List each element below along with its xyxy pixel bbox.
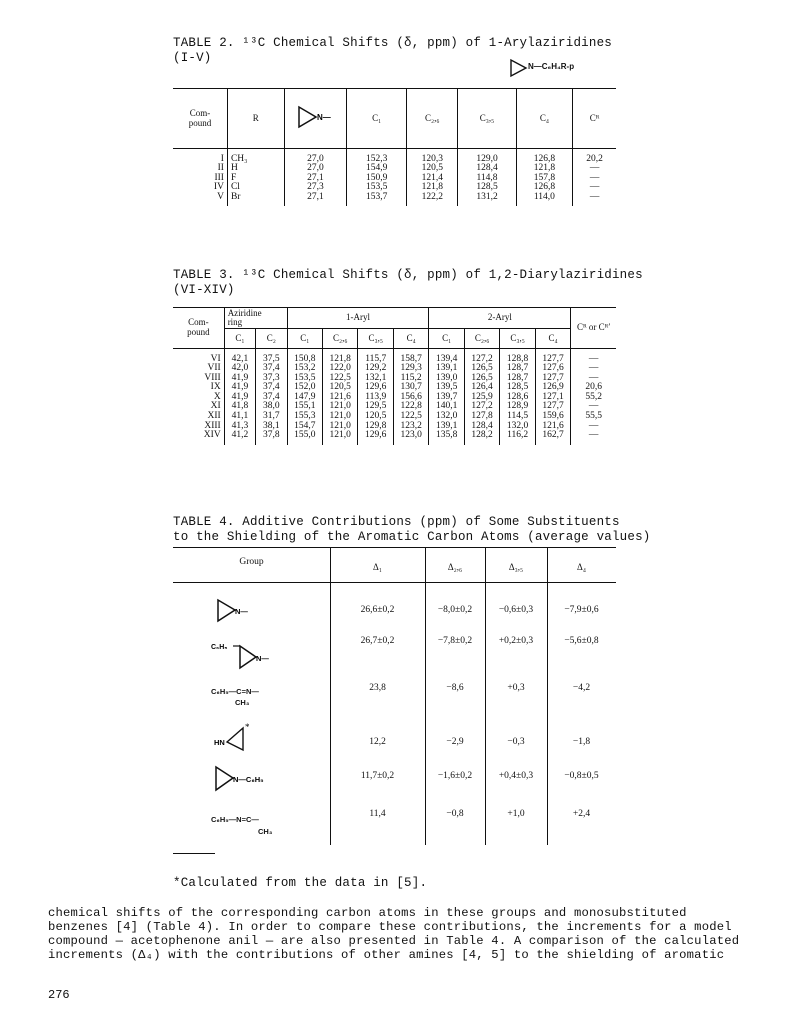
aziridine-n-label: N— [317, 113, 332, 123]
table3-subheader: C₄ [393, 329, 428, 349]
table-cell: 41,2 [224, 431, 255, 441]
table4-cell: −7,8±0,2 [437, 636, 473, 646]
page-number: 276 [48, 988, 70, 1002]
table4-header-d26: Δ₂,₆ [447, 562, 463, 572]
table-cell: 129,2 [358, 364, 393, 374]
group-acetophenone-imine: C₆H₅—C=N— [211, 687, 259, 696]
table-cell: 42,1 [224, 355, 255, 365]
table-cell: 115,7 [358, 355, 393, 365]
table-cell: 125,9 [464, 393, 499, 403]
table-cell: I [220, 153, 224, 164]
table4-header-rule [173, 582, 616, 583]
table-cell: 37,5 [256, 355, 287, 365]
table4-cell: −4,2 [572, 683, 591, 693]
table3-header-cr: Cᴿ or Cᴿ′ [571, 308, 616, 349]
table-cell: — [573, 174, 616, 184]
table2 [173, 88, 616, 206]
table4-cell: +2,4 [572, 809, 591, 819]
table-cell: 150,8 [287, 355, 322, 365]
table4-cell: −2,9 [446, 737, 464, 747]
table-cell: 121,6 [323, 393, 358, 403]
table2-formula-label: N—C₆H₄R-p [528, 62, 575, 71]
table2-header-aziridine [284, 89, 347, 149]
table-cell: 128,9 [500, 402, 535, 412]
table3-subheader: C₄ [535, 329, 570, 349]
table-cell: 20,2 [573, 155, 616, 165]
table-cell: 27,3 [284, 183, 347, 193]
aziridine-structure-icon [508, 58, 530, 78]
table3-header-aziridine: Aziridine ring [224, 308, 287, 329]
table2-header-c4: C₄ [516, 89, 573, 149]
table3-subheader: C₃,₅ [358, 329, 393, 349]
table-cell: 154,9 [347, 164, 407, 174]
table2-caption-line1: TABLE 2. ¹³C Chemical Shifts (δ, ppm) of 1-Arylaziridines [173, 36, 612, 50]
group-label: N—C₆H₅ [233, 775, 264, 784]
table-cell: 122,5 [323, 374, 358, 384]
table-cell: 153,5 [347, 183, 407, 193]
table-cell: — [571, 355, 616, 365]
table-cell: 120,5 [323, 383, 358, 393]
group-label: * [245, 722, 250, 732]
table4-cell: −5,6±0,8 [564, 636, 599, 646]
table-cell: 122,5 [393, 412, 428, 422]
group-aziridinyl-structure [214, 597, 254, 625]
table-cell: 152,3 [347, 155, 407, 165]
table-cell: 114,0 [516, 193, 573, 203]
table4-cell: 11,4 [369, 809, 386, 819]
table4-cell: 23,8 [369, 683, 386, 693]
table-cell: — [571, 374, 616, 384]
table2-header-c35: C₃,₅ [458, 89, 516, 149]
body-line: compound — acetophenone anil — are also presented in Table 4. A comparison of the calculated [48, 934, 740, 948]
table4-top-rule [173, 547, 616, 548]
table3-subheader: C₃,₅ [500, 329, 535, 349]
table-cell: 121,0 [323, 431, 358, 441]
table-cell: 41,9 [224, 374, 255, 384]
table4-cell: 12,2 [369, 737, 386, 747]
table-cell: — [573, 183, 616, 193]
table-cell: 152,0 [287, 383, 322, 393]
table-cell: 155,3 [287, 412, 322, 422]
table4-header-d1: Δ₁ [373, 562, 382, 572]
table4-cell: −7,9±0,6 [564, 605, 599, 615]
table-cell: 37,3 [256, 374, 287, 384]
table-cell: 37,4 [256, 393, 287, 403]
table-cell: 114,8 [458, 174, 516, 184]
group-label: CH₃ [235, 698, 250, 707]
table-cell: 129,8 [358, 422, 393, 432]
table-cell: 128,8 [500, 355, 535, 365]
table-cell: IX [210, 382, 221, 393]
table-cell: 127,7 [535, 355, 570, 365]
table-cell: 126,8 [516, 183, 573, 193]
table-cell: 121,0 [323, 402, 358, 412]
table-cell: 113,9 [358, 393, 393, 403]
table-cell: 129,0 [458, 155, 516, 165]
table-cell: 139,1 [429, 364, 464, 374]
table-cell: 116,2 [500, 431, 535, 441]
table3-subheader: C₂,₆ [323, 329, 358, 349]
table3-subheader: C₁ [224, 329, 255, 349]
table-cell: 155,0 [287, 431, 322, 441]
table2-header-compound: Com- pound [173, 89, 227, 149]
table-cell: 127,2 [464, 355, 499, 365]
table-cell: 128,4 [464, 422, 499, 432]
table4-cell: −0,3 [507, 737, 525, 747]
table-cell: 38,1 [256, 422, 287, 432]
table-cell: 139,5 [429, 383, 464, 393]
table-cell: 159,6 [535, 412, 570, 422]
table4-cell: −1,6±0,2 [437, 771, 473, 781]
table-cell: 27,1 [284, 174, 347, 184]
table-cell: X [213, 391, 221, 402]
table4-cell: −8,0±0,2 [437, 605, 473, 615]
table-cell: 121,4 [407, 174, 458, 184]
table-cell: 122,2 [407, 193, 458, 203]
table-cell: 128,7 [500, 364, 535, 374]
table4-header-d4: Δ₄ [577, 562, 586, 572]
table-cell: 27,0 [284, 164, 347, 174]
table-cell: 127,8 [464, 412, 499, 422]
table2-header-c1: C₁ [347, 89, 407, 149]
table4-header-d35: Δ₃,₅ [508, 562, 524, 572]
table4-cell: −0,8 [446, 809, 464, 819]
table-cell: 38,0 [256, 402, 287, 412]
table4-column-rule [425, 547, 426, 845]
table-cell: H [227, 164, 284, 174]
table4-cell: −8,6 [446, 683, 464, 693]
table-cell: 139,4 [429, 355, 464, 365]
table4-cell: 11,7±0,2 [360, 771, 395, 781]
table-cell: — [573, 193, 616, 203]
table-cell: 120,3 [407, 155, 458, 165]
table-cell: 126,8 [516, 155, 573, 165]
table-cell: 55,5 [571, 412, 616, 422]
group-phenylaziridine-structure [210, 764, 282, 794]
table4-cell: 26,6±0,2 [360, 605, 395, 615]
table-cell: 128,4 [458, 164, 516, 174]
table-cell: 132,0 [500, 422, 535, 432]
table-cell: 128,5 [500, 383, 535, 393]
table-cell: 153,5 [287, 374, 322, 384]
table4-cell: +0,4±0,3 [498, 771, 534, 781]
table-cell: 154,7 [287, 422, 322, 432]
table-cell: 129,6 [358, 431, 393, 441]
table-cell: 127,6 [535, 364, 570, 374]
table3-caption-line2: (VI-XIV) [173, 283, 235, 297]
table4-column-rule [547, 547, 548, 845]
group-label: HN [214, 738, 225, 747]
table-cell: 131,2 [458, 193, 516, 203]
table-cell: 123,2 [393, 422, 428, 432]
table-cell: 157,8 [516, 174, 573, 184]
table-cell: 122,8 [393, 402, 428, 412]
table-cell: 115,2 [393, 374, 428, 384]
group-label: CH₃ [258, 827, 273, 836]
table-cell: 121,8 [516, 164, 573, 174]
table-cell: Br [227, 193, 284, 203]
group-phenylaziridinyl-structure [210, 638, 280, 678]
table-cell: 132,1 [358, 374, 393, 384]
table-cell: 41,9 [224, 383, 255, 393]
table-cell: 37,8 [256, 431, 287, 441]
table4-column-rule [330, 547, 331, 845]
table-cell: 41,1 [224, 412, 255, 422]
table-cell: 139,0 [429, 374, 464, 384]
table-cell: CH₃ [227, 155, 284, 165]
table-cell: 129,5 [358, 402, 393, 412]
table2-header-r: R [227, 89, 284, 149]
table-cell: 42,0 [224, 364, 255, 374]
table-cell: VI [210, 353, 221, 364]
table-cell: 130,7 [393, 383, 428, 393]
table3-header-aryl1: 1-Aryl [287, 308, 429, 329]
table-cell: 126,4 [464, 383, 499, 393]
body-line: chemical shifts of the corresponding carbon atoms in these groups and monosubstituted [48, 906, 687, 920]
table4-cell: −1,8 [572, 737, 591, 747]
table-cell: 140,1 [429, 402, 464, 412]
table-cell: 153,2 [287, 364, 322, 374]
table-cell: 121,0 [323, 412, 358, 422]
table3-body [173, 355, 616, 441]
table-cell: VII [207, 363, 221, 374]
table-cell: — [571, 402, 616, 412]
table-cell: III [214, 172, 224, 183]
table3-caption-line1: TABLE 3. ¹³C Chemical Shifts (δ, ppm) of 1,2-Diarylaziridines [173, 268, 643, 282]
group-anil: C₆H₅—N=C— [211, 815, 259, 824]
table3-subheader: C₁ [287, 329, 322, 349]
table2-caption-line2: (I-V) [173, 51, 212, 65]
table-cell: Cl [227, 183, 284, 193]
table4-cell: −0,8±0,5 [564, 771, 599, 781]
table4-cell: −0,6±0,3 [498, 605, 534, 615]
table4-caption-line1: TABLE 4. Additive Contributions (ppm) of Some Substituents [173, 515, 620, 529]
table2-header-cr: Cᴿ [573, 89, 616, 149]
table-cell: F [227, 174, 284, 184]
table2-header-c26: C₂,₆ [407, 89, 458, 149]
table-cell: XI [210, 401, 221, 412]
table-cell: 135,8 [429, 431, 464, 441]
table4-cell: 26,7±0,2 [360, 636, 395, 646]
body-line: increments (Δ₄) with the contributions of other amines [4, 5] to the shielding of aromatic [48, 948, 725, 962]
table3-header-compound: Com- pound [173, 308, 224, 349]
table-cell: II [217, 163, 224, 174]
table-cell: 37,4 [256, 383, 287, 393]
table-cell: V [217, 191, 224, 202]
table-cell: 147,9 [287, 393, 322, 403]
table-cell: 127,7 [535, 374, 570, 384]
table-cell: 37,4 [256, 364, 287, 374]
table-cell: 126,5 [464, 374, 499, 384]
table-cell: 128,7 [500, 374, 535, 384]
table-cell: 127,1 [535, 393, 570, 403]
table4-column-rule [485, 547, 486, 845]
table-cell: 127,2 [464, 402, 499, 412]
table3-header-aryl2: 2-Aryl [429, 308, 571, 329]
table-cell: 114,5 [500, 412, 535, 422]
table3 [173, 307, 616, 445]
table-cell: XII [207, 411, 221, 422]
table-cell: XIV [203, 430, 221, 441]
table-cell: 127,7 [535, 402, 570, 412]
table-cell: 139,1 [429, 422, 464, 432]
table-cell: 121,0 [323, 422, 358, 432]
table-cell: 27,0 [284, 155, 347, 165]
table4-cell: +0,3 [507, 683, 525, 693]
body-line: benzenes [4] (Table 4). In order to compare these contributions, the increments for a model [48, 920, 732, 934]
table-cell: 31,7 [256, 412, 287, 422]
table-cell: — [571, 364, 616, 374]
group-label: N— [256, 654, 269, 663]
table4-header-group: Group [239, 557, 264, 567]
table4-cell: +0,2±0,3 [498, 636, 534, 646]
table-cell: 121,6 [535, 422, 570, 432]
table-cell: 128,5 [458, 183, 516, 193]
table-cell: 20,6 [571, 383, 616, 393]
table-cell: 153,7 [347, 193, 407, 203]
group-label: C₆H₅ [211, 644, 228, 651]
table3-subheader: C₁ [429, 329, 464, 349]
table4-cell: +1,0 [507, 809, 525, 819]
table4-caption-line2: to the Shielding of the Aromatic Carbon Atoms (average values) [173, 530, 651, 544]
table3-subheader: C₂ [256, 329, 287, 349]
table-cell: 126,5 [464, 364, 499, 374]
table-cell: 123,0 [393, 431, 428, 441]
table-row [173, 431, 616, 441]
table-cell: 150,9 [347, 174, 407, 184]
table-cell: 122,0 [323, 364, 358, 374]
table-cell: 41,9 [224, 393, 255, 403]
table-cell: 121,8 [407, 183, 458, 193]
table-cell: 27,1 [284, 193, 347, 203]
table-row [173, 193, 616, 203]
table-cell: 41,3 [224, 422, 255, 432]
table-cell: 126,9 [535, 383, 570, 393]
table-cell: 121,8 [323, 355, 358, 365]
table-cell: 156,6 [393, 393, 428, 403]
table-cell: 132,0 [429, 412, 464, 422]
table-cell: — [573, 164, 616, 174]
table-cell: 120,5 [358, 412, 393, 422]
footnote: *Calculated from the data in [5]. [173, 876, 428, 890]
table-cell: 129,3 [393, 364, 428, 374]
table-cell: XIII [204, 420, 221, 431]
table-cell: 155,1 [287, 402, 322, 412]
table-cell: 41,8 [224, 402, 255, 412]
table-cell: 162,7 [535, 431, 570, 441]
table-cell: IV [213, 182, 224, 193]
footnote-rule [173, 853, 215, 854]
table-cell: — [571, 431, 616, 441]
table-cell: 120,5 [407, 164, 458, 174]
table-cell: 129,6 [358, 383, 393, 393]
table-cell: VIII [204, 372, 221, 383]
table-cell: 128,2 [464, 431, 499, 441]
table-cell: 139,7 [429, 393, 464, 403]
group-label: N— [235, 607, 248, 616]
table3-subheader: C₂,₆ [464, 329, 499, 349]
group-aziridine-ring-structure [213, 722, 253, 752]
table-cell: 55,2 [571, 393, 616, 403]
table-cell: 128,6 [500, 393, 535, 403]
table-cell: — [571, 422, 616, 432]
aziridine-ring-icon [295, 104, 335, 130]
table-cell: 158,7 [393, 355, 428, 365]
